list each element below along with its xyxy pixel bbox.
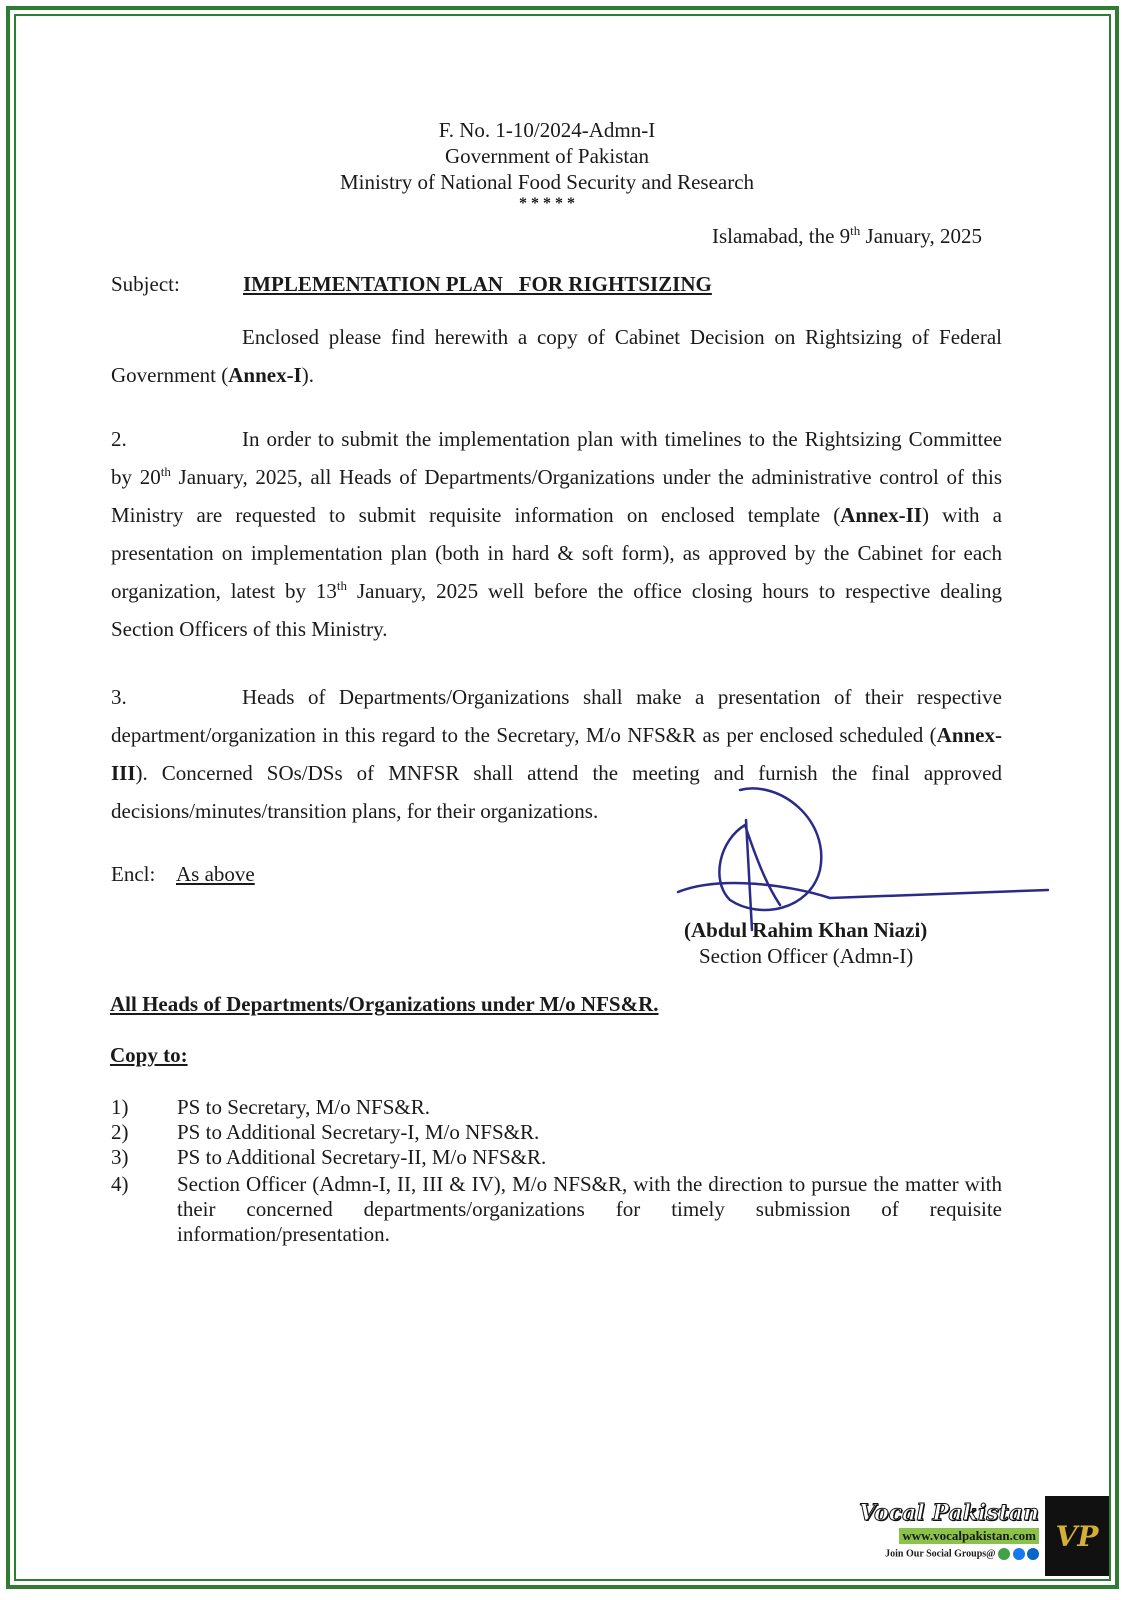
addressee bbox=[110, 992, 659, 1017]
date-sup: th bbox=[850, 223, 861, 238]
copy-item-text: Section Officer (Admn-I, II, III & IV), M/o NFS&R, with the direction to pursue the matter with their concerned departments/organizations for timely submission of requisite information/presentation. bbox=[177, 1172, 1002, 1246]
enclosure-value bbox=[176, 862, 255, 887]
file-number: F. No. 1-10/2024-Admn-I bbox=[438, 118, 656, 142]
copy-item-number: 2) bbox=[111, 1120, 129, 1144]
copy-list-item bbox=[111, 1145, 1002, 1170]
copy-to-heading bbox=[110, 1043, 188, 1068]
watermark-social bbox=[885, 1548, 1039, 1560]
addressee-text: All Heads of Departments/Organizations under M/o NFS&R. bbox=[110, 992, 659, 1016]
government-line: Government of Pakistan bbox=[444, 144, 650, 168]
copy-list-item bbox=[111, 1095, 1002, 1120]
linkedin-icon[interactable] bbox=[1027, 1548, 1039, 1560]
copy-item-number: 4) bbox=[111, 1172, 129, 1196]
para2-number: 2. bbox=[111, 427, 127, 451]
copy-list-item bbox=[111, 1172, 1002, 1247]
para3-text-a: Heads of Departments/Organizations shall make a presentation of their respective department/organization in this regard to the Secretary, M/o NFS&R as per enclosed scheduled ( bbox=[111, 685, 1002, 747]
watermark-url: www.vocalpakistan.com bbox=[899, 1528, 1039, 1544]
para2-text-c: ) with a presentation on implementation plan (both in hard & soft form), as approved by the Cabinet for each organization, latest by 13 bbox=[111, 503, 1002, 603]
para1-text-a: Enclosed please find herewith a copy of Cabinet Decision on Rightsizing of Federal Government ( bbox=[111, 325, 1002, 387]
copy-list-item bbox=[111, 1120, 1002, 1145]
watermark-social-text: Join Our Social Groups@ bbox=[885, 1548, 996, 1560]
paragraph-1 bbox=[111, 318, 1002, 394]
signature-scribble bbox=[660, 780, 1060, 940]
copy-item-number: 1) bbox=[111, 1095, 129, 1119]
para2-sup-a: th bbox=[160, 464, 171, 479]
copy-item-number: 3) bbox=[111, 1145, 129, 1169]
watermark-brand: Vocal Pakistan bbox=[859, 1500, 1039, 1526]
paragraph-2 bbox=[111, 420, 1002, 648]
subject-title-text: IMPLEMENTATION PLAN FOR RIGHTSIZING bbox=[243, 272, 712, 296]
para2-sup-b: th bbox=[336, 578, 348, 593]
watermark-logo-text: VP bbox=[1055, 1519, 1099, 1553]
header-stars: * * * * * bbox=[519, 195, 575, 212]
ministry-line: Ministry of National Food Security and Research bbox=[339, 170, 755, 194]
para2-text-d: January, 2025 well before the office closing hours to respective dealing Section Officers of this Ministry. bbox=[111, 579, 1002, 641]
enclosure-value-text: As above bbox=[176, 862, 255, 886]
para3-text-b: ). Concerned SOs/DSs of MNFSR shall attend the meeting and furnish the final approved decisions/minutes/transition plans, for their organizations. bbox=[111, 761, 1002, 823]
date-prefix: Islamabad, the 9 bbox=[711, 224, 851, 248]
para1-annex: Annex-I bbox=[228, 363, 302, 387]
para2-text-a: In order to submit the implementation plan with timelines to the Rightsizing Committee by 20 bbox=[111, 427, 1002, 489]
enclosure-label: Encl: bbox=[111, 862, 156, 886]
copy-item-text: PS to Additional Secretary-II, M/o NFS&R. bbox=[177, 1145, 547, 1169]
copy-item-text: PS to Secretary, M/o NFS&R. bbox=[177, 1095, 430, 1119]
date-suffix: January, 2025 bbox=[860, 224, 982, 248]
para3-number: 3. bbox=[111, 685, 127, 709]
copy-item-text: PS to Additional Secretary-I, M/o NFS&R. bbox=[177, 1120, 540, 1144]
signatory-name: (Abdul Rahim Khan Niazi) bbox=[684, 918, 928, 942]
copy-to-heading-text: Copy to: bbox=[110, 1043, 188, 1067]
letter-date bbox=[712, 224, 982, 249]
vocal-pakistan-watermark bbox=[839, 1496, 1109, 1578]
para2-annex: Annex-II bbox=[840, 503, 922, 527]
watermark-logo bbox=[1045, 1496, 1109, 1576]
para3-annex: Annex-III bbox=[111, 723, 1002, 785]
subject-label: Subject: bbox=[111, 272, 180, 296]
para2-text-b: January, 2025, all Heads of Departments/Organizations under the administrative control of this Ministry are requested to submit requisite information on enclosed template ( bbox=[111, 465, 1002, 527]
facebook-icon[interactable] bbox=[1013, 1548, 1025, 1560]
subject-title bbox=[243, 272, 712, 297]
signatory-designation: Section Officer (Admn-I) bbox=[699, 944, 914, 968]
whatsapp-icon[interactable] bbox=[998, 1548, 1010, 1560]
para1-text-b: ). bbox=[301, 363, 314, 387]
